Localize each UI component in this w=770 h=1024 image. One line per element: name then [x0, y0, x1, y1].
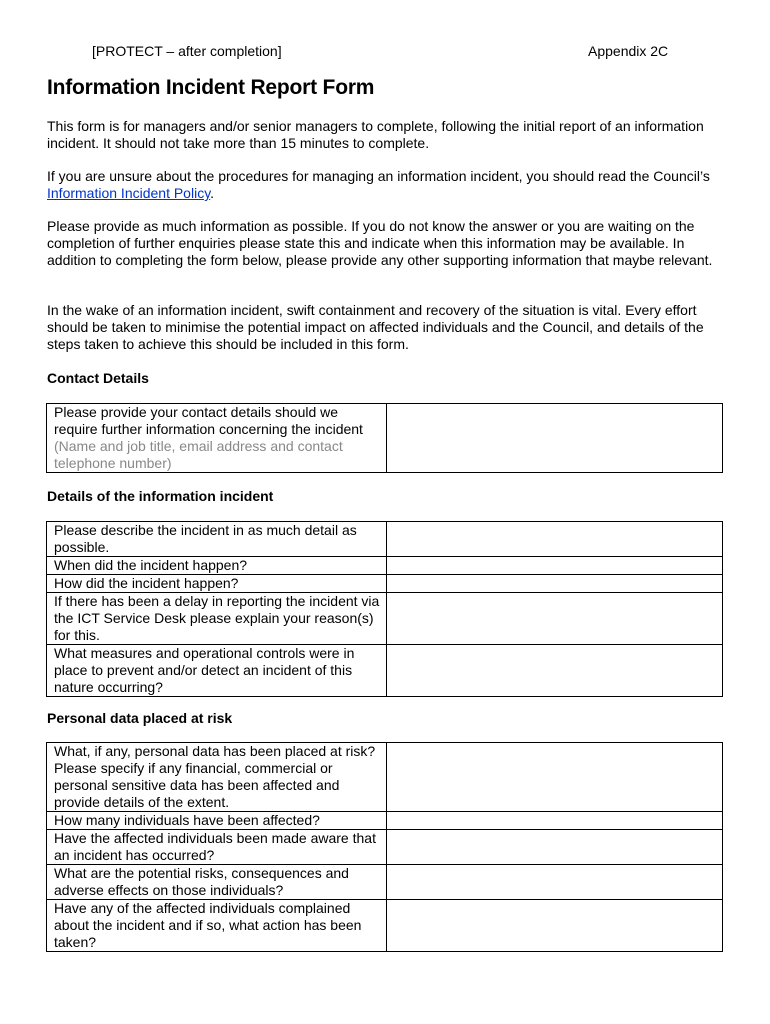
- question-text: Please provide your contact details should we require further information concerning the incident: [54, 404, 363, 437]
- question-hint: (Name and job title, email address and contact telephone number): [54, 438, 343, 471]
- intro-paragraph-1: This form is for managers and/or senior managers to complete, following the initial report of an information incident. It should not take more than 15 minutes to complete.: [47, 118, 704, 151]
- answer-cell[interactable]: [387, 404, 723, 473]
- intro-paragraph-2-end: .: [210, 185, 215, 201]
- table-row: [47, 575, 723, 593]
- answer-cell[interactable]: [387, 645, 723, 697]
- appendix-label: Appendix 2C: [588, 43, 669, 59]
- answer-cell[interactable]: [387, 900, 723, 952]
- intro-paragraph-4: In the wake of an information incident, swift containment and recovery of the situation is vital. Every effort should be taken to minimise the potential impact on affected individuals and the Council, and details of the steps taken to achieve this should be included in this form.: [47, 302, 704, 352]
- question-cell: How did the incident happen?: [47, 575, 387, 593]
- answer-cell[interactable]: [387, 743, 723, 812]
- table-row: [47, 830, 723, 865]
- intro-paragraph-2: [47, 168, 727, 202]
- question-cell: [47, 404, 387, 473]
- table-row: [47, 522, 723, 557]
- intro-paragraph-2-text: If you are unsure about the procedures for managing an information incident, you should read the Council’s: [47, 168, 710, 184]
- question-cell: Please describe the incident in as much detail as possible.: [47, 522, 387, 557]
- table-row: [47, 743, 723, 812]
- table-row: [47, 645, 723, 697]
- answer-cell[interactable]: [387, 830, 723, 865]
- table-row: [47, 557, 723, 575]
- question-cell: Have the affected individuals been made aware that an incident has occurred?: [47, 830, 387, 865]
- answer-cell[interactable]: [387, 593, 723, 645]
- answer-cell[interactable]: [387, 865, 723, 900]
- question-cell: Have any of the affected individuals complained about the incident and if so, what action has been taken?: [47, 900, 387, 952]
- question-cell: How many individuals have been affected?: [47, 812, 387, 830]
- table-row: [47, 900, 723, 952]
- question-cell: What measures and operational controls were in place to prevent and/or detect an incident of this nature occurring?: [47, 645, 387, 697]
- question-cell: What are the potential risks, consequences and adverse effects on those individuals?: [47, 865, 387, 900]
- answer-cell[interactable]: [387, 522, 723, 557]
- question-cell: What, if any, personal data has been placed at risk? Please specify if any financial, commercial or personal sensitive data has been affected and provide details of the extent.: [47, 743, 387, 812]
- contact-details-table: [46, 403, 723, 473]
- question-cell: If there has been a delay in reporting the incident via the ICT Service Desk please explain your reason(s) for this.: [47, 593, 387, 645]
- table-row: [47, 593, 723, 645]
- contact-details-heading: Contact Details: [47, 370, 149, 386]
- table-row: [47, 812, 723, 830]
- personal-data-table: [46, 742, 723, 952]
- answer-cell[interactable]: [387, 557, 723, 575]
- question-cell: When did the incident happen?: [47, 557, 387, 575]
- table-row: [47, 865, 723, 900]
- table-row: [47, 404, 723, 473]
- page-title: Information Incident Report Form: [47, 76, 375, 99]
- information-incident-policy-link[interactable]: Information Incident Policy: [47, 185, 211, 201]
- intro-paragraph-3: Please provide as much information as possible. If you do not know the answer or you are waiting on the completion of further enquiries please state this and indicate when this information may be available. In addition to completing the form below, please provide any other supporting information that maybe relevant.: [47, 218, 713, 268]
- protective-marking: [PROTECT – after completion]: [92, 43, 282, 59]
- personal-data-heading: Personal data placed at risk: [47, 710, 233, 726]
- answer-cell[interactable]: [387, 575, 723, 593]
- incident-details-table: [46, 521, 723, 697]
- incident-details-heading: Details of the information incident: [47, 488, 274, 504]
- answer-cell[interactable]: [387, 812, 723, 830]
